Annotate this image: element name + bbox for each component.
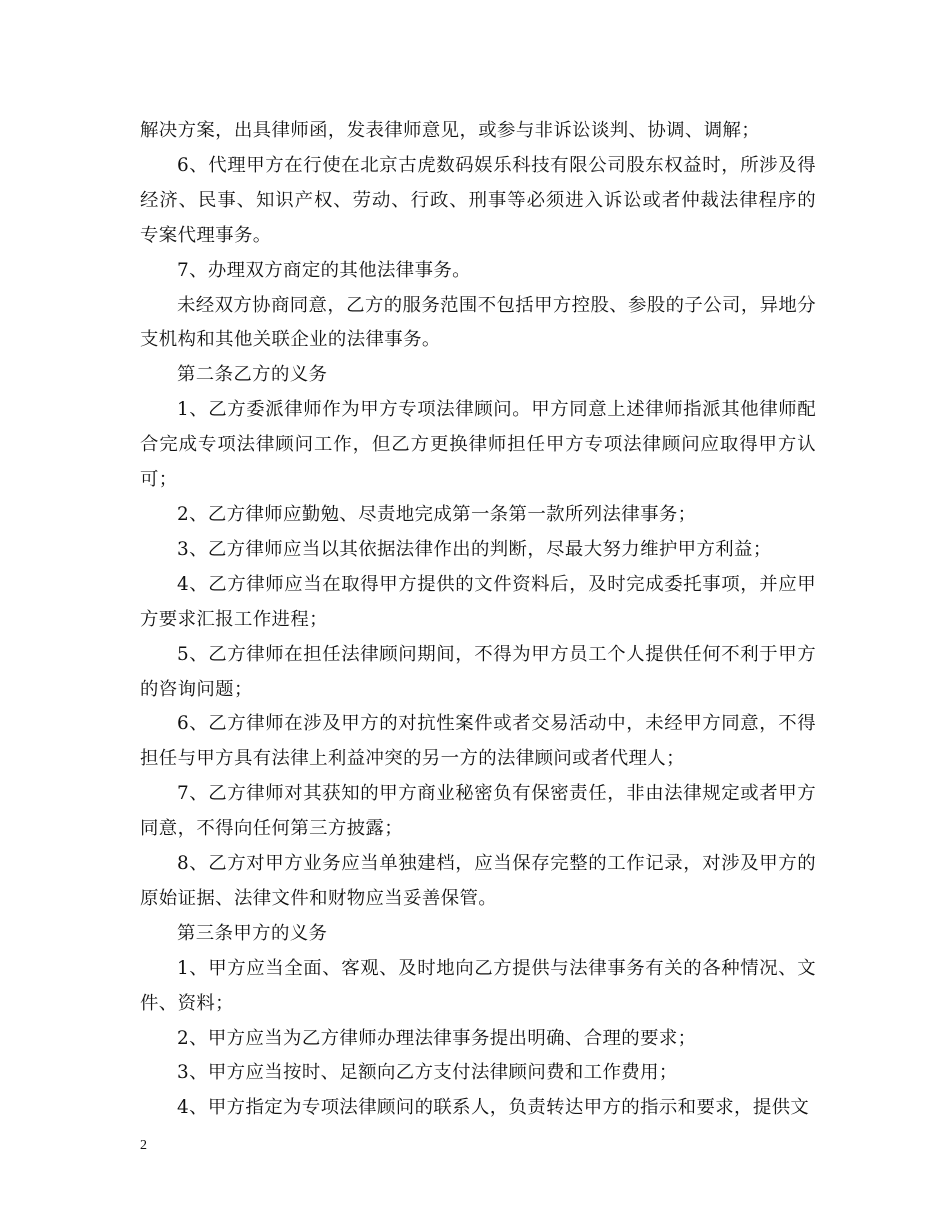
paragraph: 6、代理甲方在行使在北京古虎数码娱乐科技有限公司股东权益时，所涉及得经济、民事、知识产权、劳动、行政、刑事等必须进入诉讼或者仲裁法律程序的专案代理事务。 bbox=[140, 154, 816, 246]
paragraph: 5、乙方律师在担任法律顾问期间，不得为甲方员工个人提供任何不利于甲方的咨询问题； bbox=[140, 643, 816, 700]
paragraph: 7、办理双方商定的其他法律事务。 bbox=[177, 259, 471, 281]
paragraph: 4、甲方指定为专项法律顾问的联系人，负责转达甲方的指示和要求，提供文 bbox=[177, 1097, 810, 1119]
paragraph: 未经双方协商同意，乙方的服务范围不包括甲方控股、参股的子公司，异地分支机构和其他关联企业的法律事务。 bbox=[140, 294, 816, 351]
paragraph: 2、乙方律师应勤勉、尽责地完成第一条第一款所列法律事务； bbox=[177, 503, 697, 525]
paragraph: 3、乙方律师应当以其依据法律作出的判断，尽最大努力维护甲方利益； bbox=[177, 538, 772, 560]
paragraph: 4、乙方律师应当在取得甲方提供的文件资料后，及时完成委托事项，并应甲方要求汇报工作进程； bbox=[140, 573, 816, 630]
paragraph: 1、甲方应当全面、客观、及时地向乙方提供与法律事务有关的各种情况、文件、资料； bbox=[140, 957, 816, 1014]
paragraph: 解决方案，出具律师函，发表律师意见，或参与非诉讼谈判、协调、调解； bbox=[140, 120, 761, 141]
paragraph: 3、甲方应当按时、足额向乙方支付法律顾问费和工作费用； bbox=[177, 1062, 678, 1084]
paragraph: 第三条甲方的义务 bbox=[177, 922, 328, 944]
paragraph: 8、乙方对甲方业务应当单独建档，应当保存完整的工作记录，对涉及甲方的原始证据、法律文件和财物应当妥善保管。 bbox=[140, 853, 816, 909]
page-number: 2 bbox=[140, 1138, 147, 1153]
paragraph: 第二条乙方的义务 bbox=[177, 364, 328, 386]
paragraph: 1、乙方委派律师作为甲方专项法律顾问。甲方同意上述律师指派其他律师配合完成专项法律顾问工作，但乙方更换律师担任甲方专项法律顾问应取得甲方认可； bbox=[140, 399, 816, 491]
paragraph: 7、乙方律师对其获知的甲方商业秘密负有保密责任，非由法律规定或者甲方同意，不得向任何第三方披露； bbox=[140, 783, 816, 840]
paragraph: 2、甲方应当为乙方律师办理法律事务提出明确、合理的要求； bbox=[177, 1027, 697, 1049]
document-body bbox=[140, 114, 816, 1126]
paragraph: 6、乙方律师在涉及甲方的对抗性案件或者交易活动中，未经甲方同意，不得担任与甲方具有法律上利益冲突的另一方的法律顾问或者代理人； bbox=[140, 713, 816, 770]
